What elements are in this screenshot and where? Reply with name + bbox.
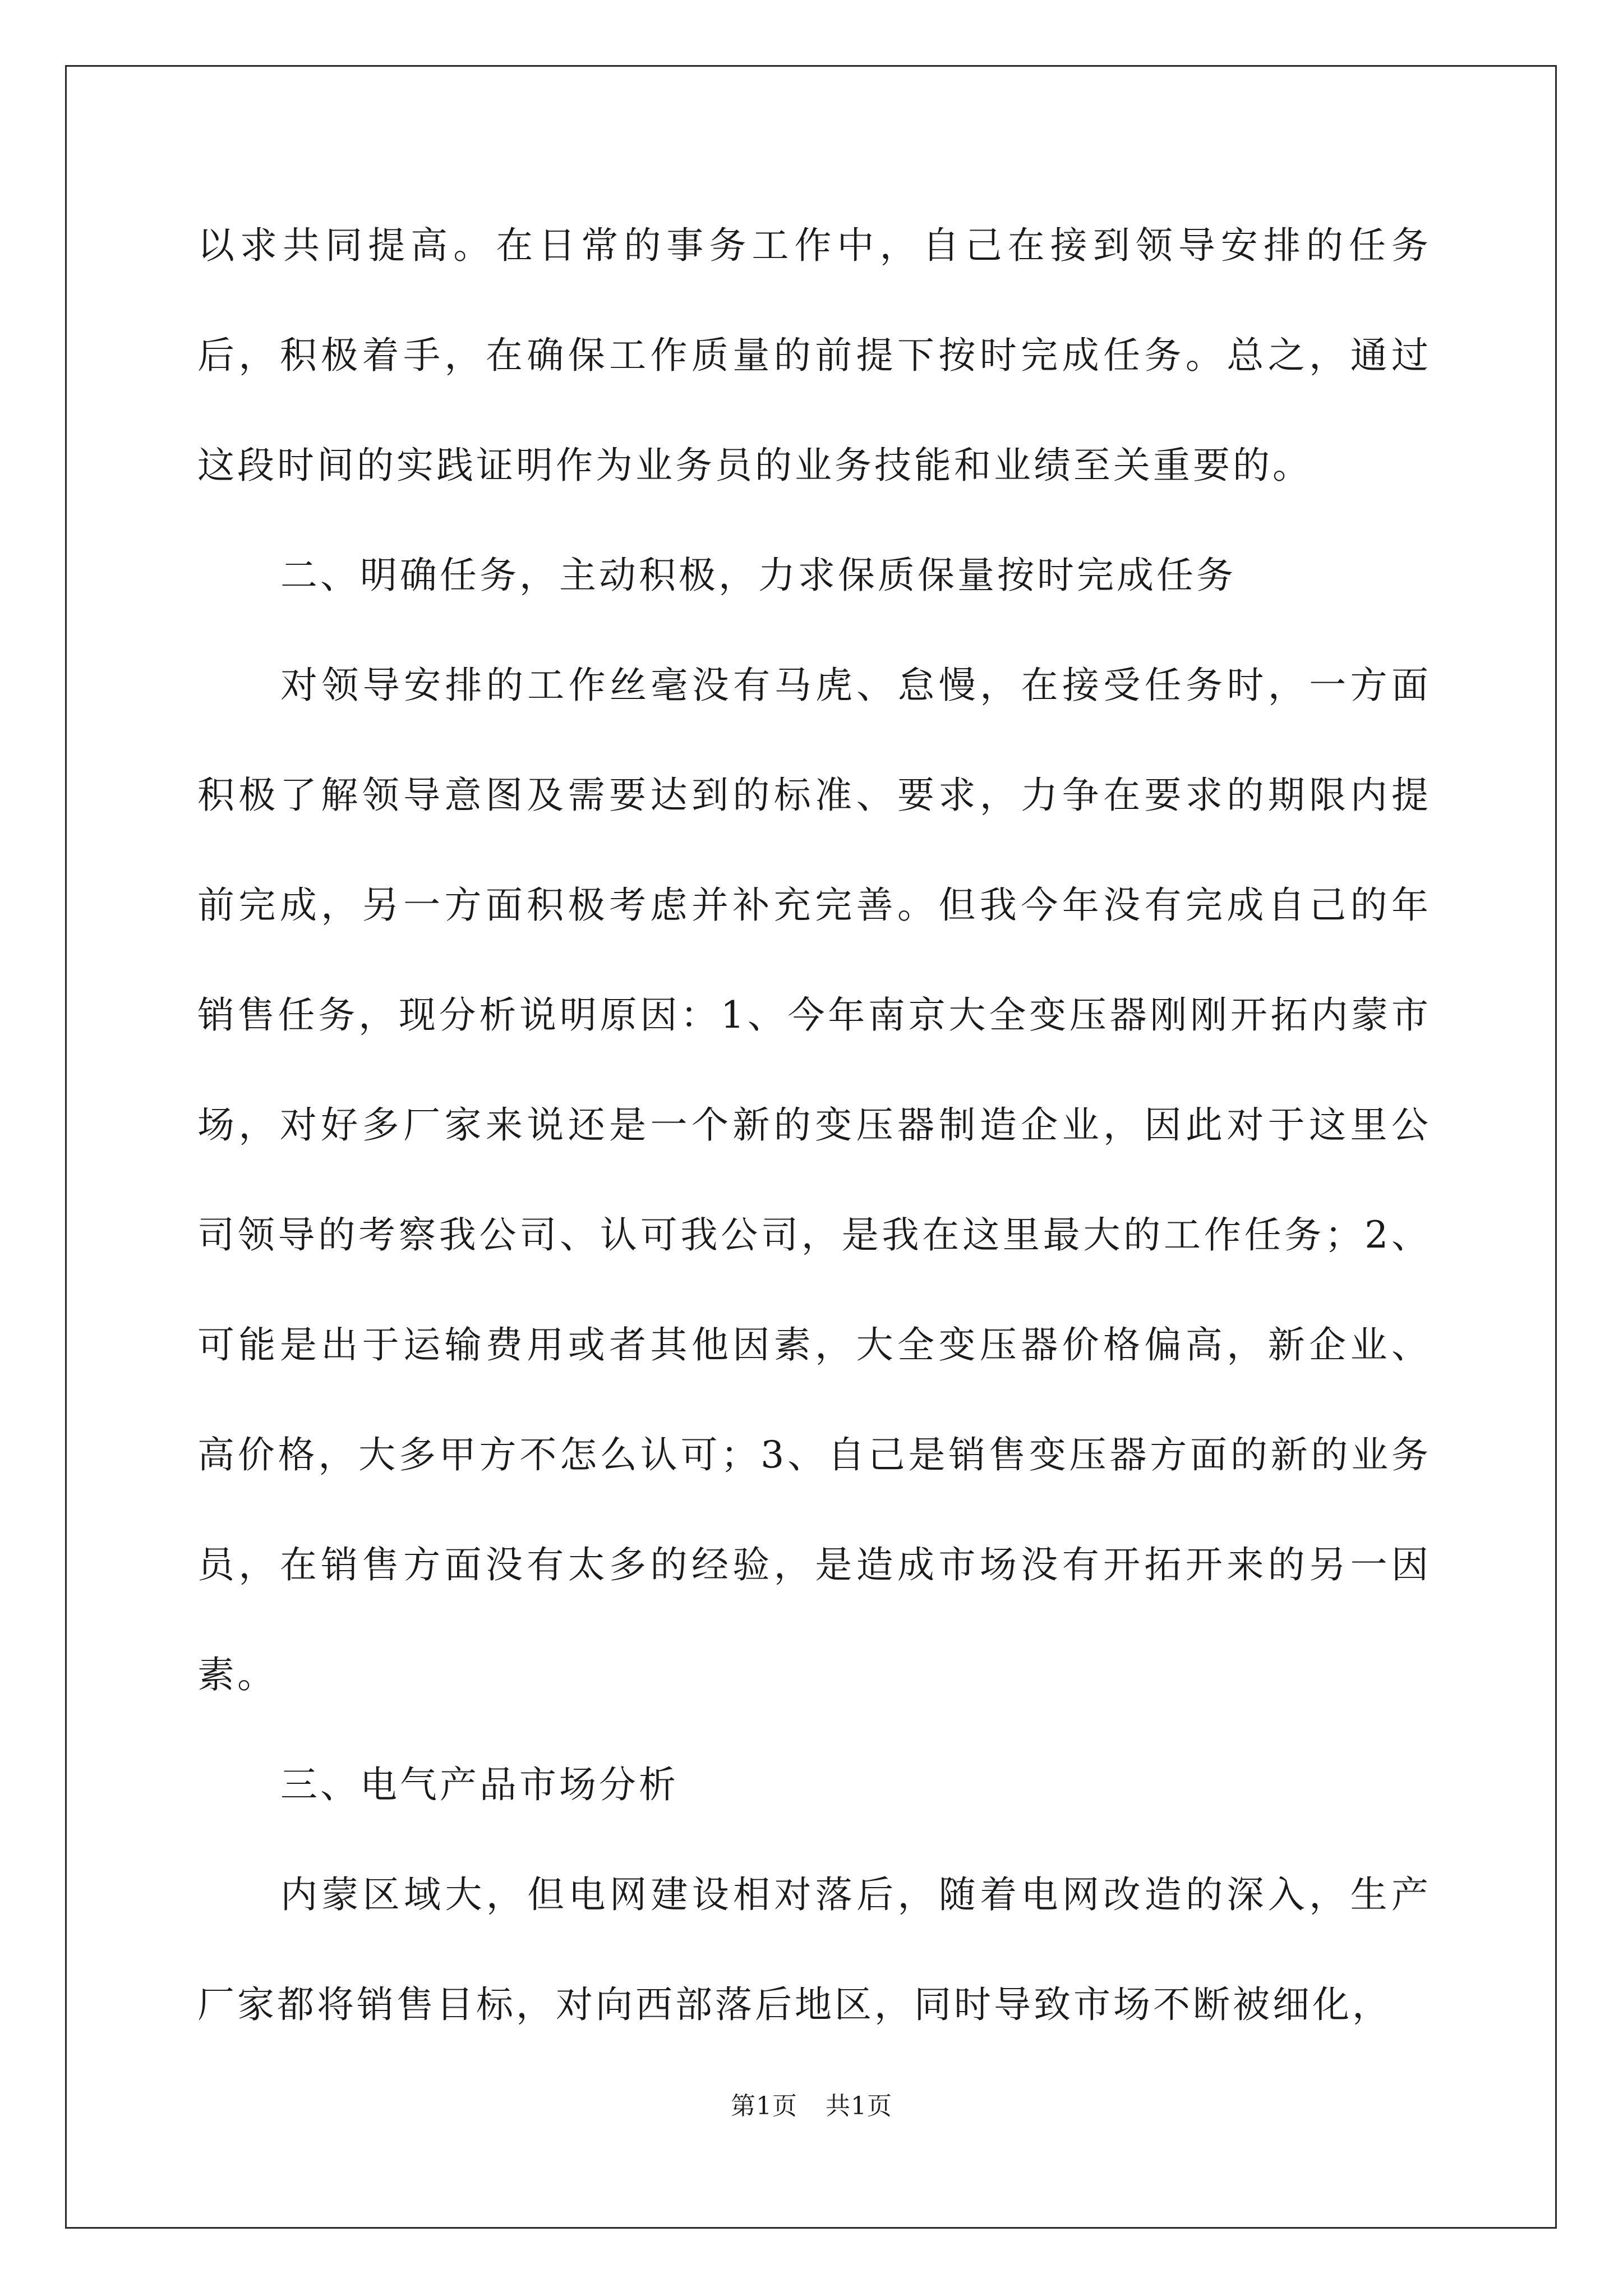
section-heading-2: 二、明确任务，主动积极，力求保质保量按时完成任务	[280, 554, 1236, 597]
paragraph-1: 以求共同提高。在日常的事务工作中，自己在接到领导安排的任务后，积极着手，在确保工作质量的前提下按时完成任务。总之，通过这段时间的实践证明作为业务员的业务技能和业绩至关重要的。	[197, 224, 1431, 487]
page-footer	[0, 2090, 1623, 2123]
page-number: 第1页	[731, 2092, 797, 2120]
paragraph-3: 内蒙区域大，但电网建设相对落后，随着电网改造的深入，生产厂家都将销售目标，对向西部落后地区，同时导致市场不断被细化，	[197, 1873, 1431, 2026]
document-body	[197, 191, 1431, 2060]
page-total: 共1页	[826, 2092, 892, 2120]
paragraph-2: 对领导安排的工作丝毫没有马虎、怠慢，在接受任务时，一方面积极了解领导意图及需要达到的标准、要求，力争在要求的期限内提前完成，另一方面积极考虑并补充完善。但我今年没有完成自己的年销售任务，现分析说明原因：1、今年南京大全变压器刚刚开拓内蒙市场，对好多厂家来说还是一个新的变压器制造企业，因此对于这里公司领导的考察我公司、认可我公司，是我在这里最大的工作任务；2、可能是出于运输费用或者其他因素，大全变压器价格偏高，新企业、高价格，大多甲方不怎么认可；3、自己是销售变压器方面的新的业务员，在销售方面没有太多的经验，是造成市场没有开拓开来的另一因素。	[197, 664, 1431, 1696]
section-heading-3: 三、电气产品市场分析	[280, 1763, 679, 1806]
